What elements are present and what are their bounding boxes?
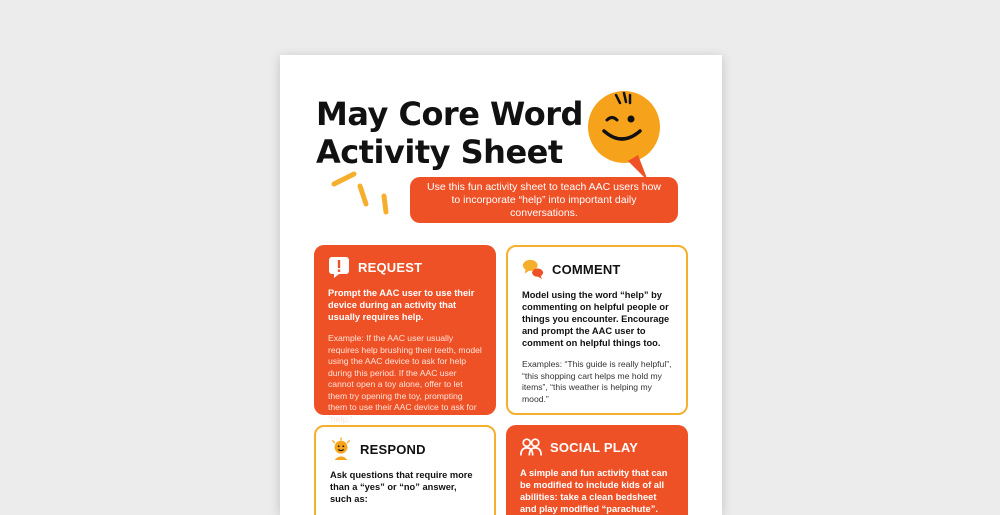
social-play-card-title: SOCIAL PLAY bbox=[550, 439, 639, 455]
request-card-title: REQUEST bbox=[358, 259, 423, 275]
comment-card-title: COMMENT bbox=[552, 261, 621, 277]
social-play-card-header bbox=[520, 435, 674, 459]
exclamation-icon bbox=[328, 256, 350, 278]
person-talking-icon bbox=[330, 438, 352, 460]
comment-card bbox=[506, 245, 688, 415]
people-group-icon bbox=[520, 436, 542, 458]
title-line-2: Activity Sheet bbox=[316, 133, 563, 171]
respond-card-title: RESPOND bbox=[360, 441, 426, 457]
speech-bubbles-icon bbox=[522, 258, 544, 280]
social-play-card-lead: A simple and fun activity that can be modified to include kids of all abilities: take a clean bedsheet and play modified “parachute”. bbox=[520, 468, 668, 514]
activity-sheet bbox=[280, 55, 722, 515]
intro-text: Use this fun activity sheet to teach AAC users how to incorporate “help” into important daily conversations. bbox=[426, 180, 662, 219]
comment-card-body: Examples: “This guide is really helpful”, “this shopping cart helps me hold my items”, “this weather is helping my mood.” bbox=[522, 359, 672, 404]
request-card-body: Example: If the AAC user usually requires help brushing their teeth, model using the AAC device to ask for help during this period. If the AAC user cannot open a toy alone, offer to let them try opening the toy, prompting them to use their AAC device to ask for “help.” bbox=[328, 333, 482, 424]
comment-card-header bbox=[522, 257, 672, 281]
respond-card-header bbox=[330, 437, 480, 461]
page-title bbox=[316, 95, 596, 171]
decorative-dashes-icon bbox=[330, 170, 400, 220]
title-line-1: May Core Word bbox=[316, 95, 583, 133]
respond-card-lead: Ask questions that require more than a “yes” or “no” answer, such as: bbox=[330, 470, 473, 504]
respond-card bbox=[314, 425, 496, 515]
request-card bbox=[314, 245, 496, 424]
request-card-header bbox=[328, 255, 482, 279]
request-card-lead: Prompt the AAC user to use their device during an activity that usually requires help. bbox=[328, 288, 475, 322]
comment-card-lead: Model using the word “help” by commenting on helpful people or things you encounter. Encourage and prompt the AAC user to comment on helpful things too. bbox=[522, 290, 670, 348]
intro-banner bbox=[410, 177, 678, 223]
social-play-card bbox=[506, 425, 688, 515]
